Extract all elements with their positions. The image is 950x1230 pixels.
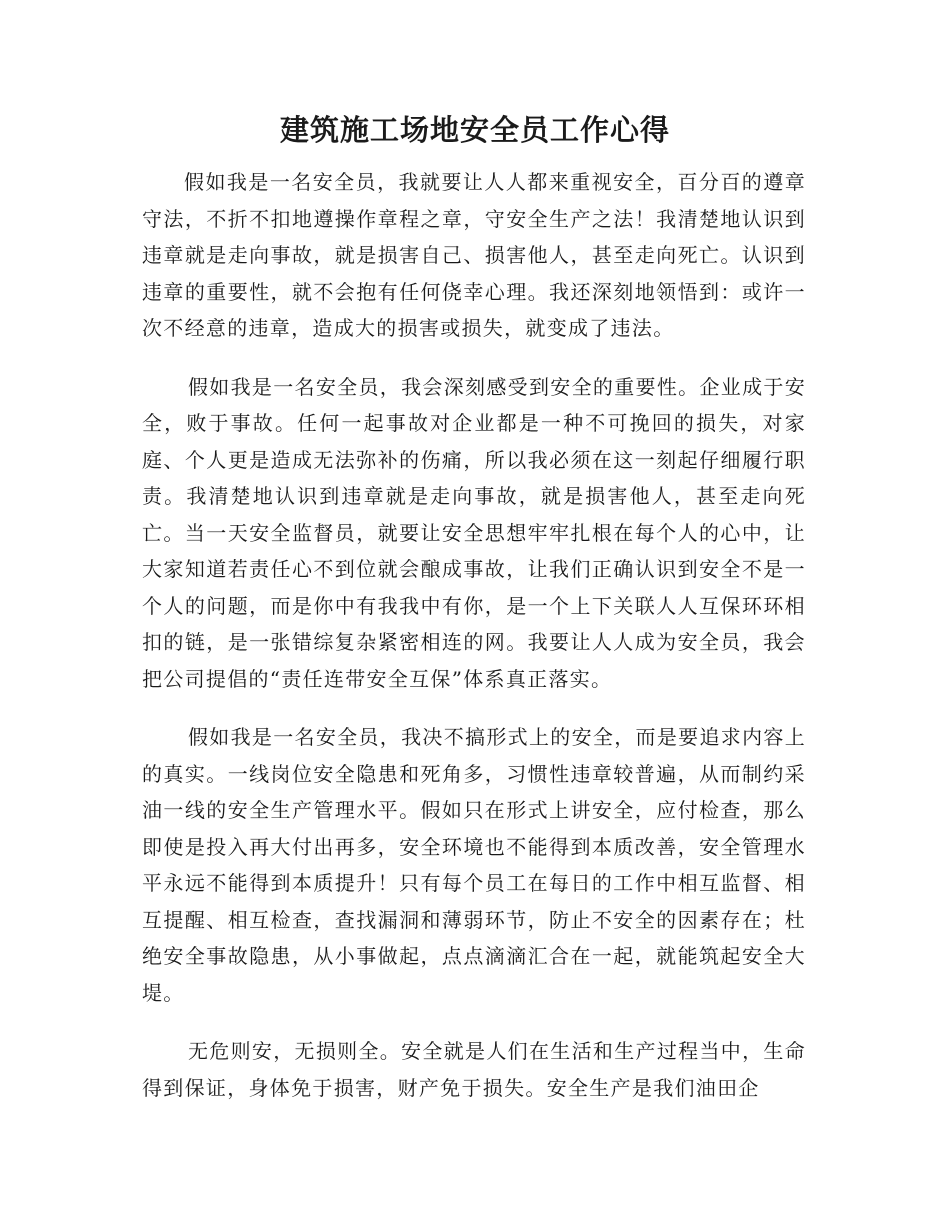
paragraph-1: 假如我是一名安全员，我就要让人人都来重视安全，百分百的遵章守法，不折不扣地遵操作章程之章，守安全生产之法！我清楚地认识到违章就是走向事故，就是损害自己、损害他人，甚至走向死亡。认识到违章的重要性，就不会抱有任何侥幸心理。我还深刻地领悟到：或许一次不经意的违章，造成大的损害或损失，就变成了违法。 [142, 170, 806, 340]
paragraph-4: 无危则安，无损则全。安全就是人们在生活和生产过程当中，生命得到保证，身体免于损害，财产免于损失。安全生产是我们油田企 [142, 1039, 806, 1100]
document-title: 建筑施工场地安全员工作心得 [279, 113, 670, 147]
paragraph-3: 假如我是一名安全员，我决不搞形式上的安全，而是要追求内容上的真实。一线岗位安全隐患和死角多，习惯性违章较普遍，从而制约采油一线的安全生产管理水平。假如只在形式上讲安全，应付检查，那么即使是投入再大付出再多，安全环境也不能得到本质改善，安全管理水平永远不能得到本质提升！只有每个员工在每日的工作中相互监督、相互提醒、相互检查，查找漏洞和薄弱环节，防止不安全的因素存在；杜绝安全事故隐患，从小事做起，点点滴滴汇合在一起，就能筑起安全大堤。 [142, 725, 806, 1005]
paragraph-2: 假如我是一名安全员，我会深刻感受到安全的重要性。企业成于安全，败于事故。任何一起事故对企业都是一种不可挽回的损失，对家庭、个人更是造成无法弥补的伤痛，所以我必须在这一刻起仔细履行职责。我清楚地认识到违章就是走向事故，就是损害他人，甚至走向死亡。当一天安全监督员，就要让安全思想牢牢扎根在每个人的心中，让大家知道若责任心不到位就会酿成事故，让我们正确认识到安全不是一个人的问题，而是你中有我我中有你，是一个上下关联人人互保环环相扣的链，是一张错综复杂紧密相连的网。我要让人人成为安全员，我会把公司提倡的“责任连带安全互保”体系真正落实。 [142, 374, 806, 691]
document-body [142, 164, 806, 1128]
